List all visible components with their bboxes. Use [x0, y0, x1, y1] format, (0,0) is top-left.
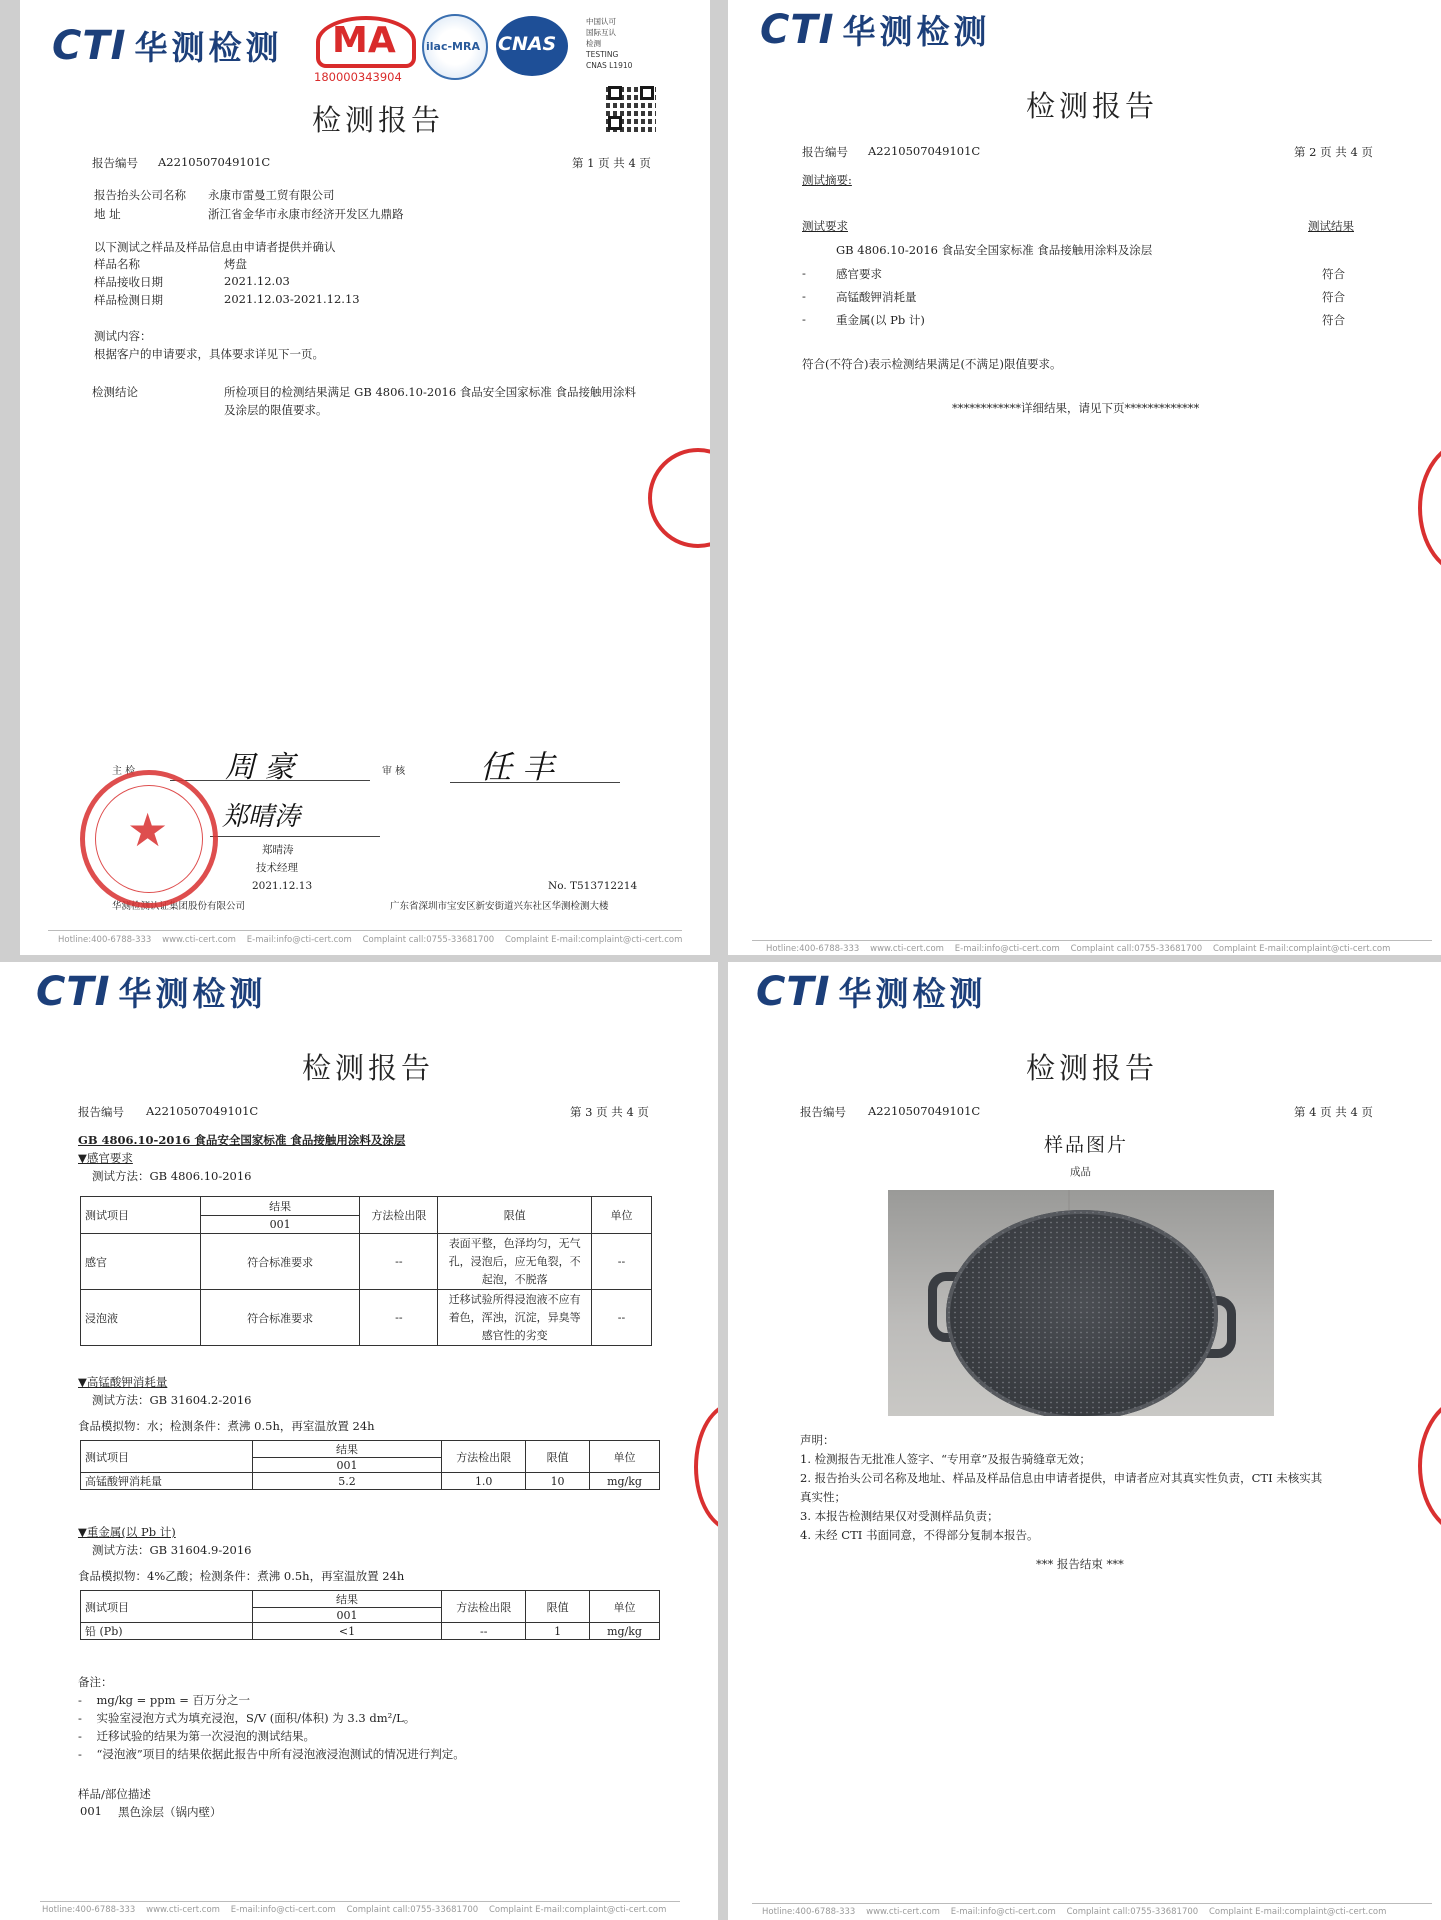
cell-limit: 10 [526, 1473, 590, 1490]
statement-item: 4. 未经 CTI 书面同意，不得部分复制本报告。 [800, 1528, 1039, 1542]
heavy-metal-method: 测试方法：GB 31604.9-2016 [92, 1543, 252, 1557]
cnas-logo [496, 16, 568, 76]
cti-logo-text: CTI [36, 968, 111, 1015]
table-row [81, 1234, 652, 1290]
approver-signature: 郑晴涛 [222, 802, 301, 832]
header-mdl: 方法检出限 [360, 1197, 438, 1234]
sample-intro: 以下测试之样品及样品信息由申请者提供并确认 [94, 240, 336, 254]
test-content-label: 测试内容： [94, 329, 152, 343]
permanganate-table [80, 1440, 660, 1490]
header-sample-id: 001 [252, 1458, 442, 1473]
header-result: 结果 [200, 1197, 360, 1216]
cma-number: 180000343904 [314, 70, 402, 84]
sample-description: 黑色涂层（锅内壁） [118, 1805, 222, 1819]
address-label: 地 址 [94, 207, 121, 221]
permanganate-section-title: ▼高锰酸钾消耗量 [78, 1375, 168, 1389]
cnas-text: CNAS [498, 33, 557, 55]
table-row [81, 1473, 660, 1490]
qr-code [606, 84, 656, 132]
report-title: 检测报告 [302, 1051, 435, 1085]
header-item: 测试项目 [81, 1197, 201, 1234]
cti-logo [760, 6, 991, 53]
cti-logo-chinese: 华测检测 [134, 28, 283, 67]
permanganate-conditions: 食品模拟物：水；检测条件：煮沸 0.5h，再室温放置 24h [78, 1419, 375, 1433]
header-sample-id: 001 [252, 1608, 442, 1623]
receive-date-label: 样品接收日期 [94, 275, 163, 289]
receive-date: 2021.12.03 [224, 274, 290, 288]
company-label: 报告抬头公司名称 [94, 188, 186, 202]
conclusion-line-2: 及涂层的限值要求。 [224, 403, 328, 417]
sensory-section-title: ▼感官要求 [78, 1151, 133, 1165]
page-number: 第 2 页 共 4 页 [1294, 145, 1373, 159]
cell-result: <1 [252, 1623, 442, 1640]
cti-logo-chinese: 华测检测 [118, 974, 267, 1013]
statement-item: 1. 检测报告无批准人签字、“专用章”及报告骑缝章无效； [800, 1452, 1091, 1466]
report-title: 检测报告 [1026, 89, 1159, 123]
grill-pan [946, 1210, 1218, 1416]
conclusion-label: 检测结论 [92, 385, 138, 399]
header-mdl: 方法检出限 [442, 1591, 526, 1623]
company-name: 永康市雷曼工贸有限公司 [208, 188, 335, 202]
cell-mdl: -- [360, 1290, 438, 1346]
statement-item: 3. 本报告检测结果仅对受测样品负责； [800, 1509, 999, 1523]
result-header: 测试结果 [1308, 219, 1354, 233]
test-date: 2021.12.03-2021.12.13 [224, 292, 360, 306]
sensory-method: 测试方法：GB 4806.10-2016 [92, 1169, 252, 1183]
cell-mdl: -- [360, 1234, 438, 1290]
edge-seal [1418, 440, 1441, 576]
permanganate-method: 测试方法：GB 31604.2-2016 [92, 1393, 252, 1407]
standard-title: GB 4806.10-2016 食品安全国家标准 食品接触用涂料及涂层 [78, 1133, 406, 1147]
page-number: 第 3 页 共 4 页 [570, 1105, 649, 1119]
summary-result: 符合 [1322, 313, 1345, 327]
cti-logo [36, 968, 267, 1015]
cell-result: 5.2 [252, 1473, 442, 1490]
report-page-4 [728, 962, 1441, 1920]
requirement-header: 测试要求 [802, 219, 848, 233]
header-result: 结果 [252, 1591, 442, 1608]
header-limit: 限值 [526, 1441, 590, 1473]
cti-logo [756, 968, 987, 1015]
cnas-accreditation-text: 中国认可 国际互认 检测 TESTING CNAS L1910 [586, 17, 633, 70]
sample-name: 烤盘 [224, 257, 247, 271]
sample-photo-caption: 成品 [1070, 1166, 1091, 1178]
report-page-1 [20, 0, 710, 955]
cell-mdl: -- [442, 1623, 526, 1640]
cell-result: 符合标准要求 [200, 1234, 360, 1290]
header-item: 测试项目 [81, 1591, 253, 1623]
statement-item: 真实性； [800, 1490, 846, 1504]
table-row [81, 1290, 652, 1346]
sample-description-id: 001 [80, 1804, 102, 1818]
report-title: 检测报告 [312, 103, 445, 137]
approver-name: 郑晴涛 [262, 844, 294, 856]
summary-item: 感官要求 [836, 267, 882, 281]
cti-logo [52, 22, 283, 69]
cell-unit: mg/kg [590, 1473, 660, 1490]
report-number: A2210507049101C [158, 155, 271, 169]
summary-item: 高锰酸钾消耗量 [836, 290, 917, 304]
test-date-label: 样品检测日期 [94, 293, 163, 307]
inspector-signature: 周 豪 [225, 750, 295, 785]
header-unit: 单位 [590, 1441, 660, 1473]
edge-seal [648, 448, 710, 548]
official-seal [80, 770, 218, 908]
cell-unit: mg/kg [590, 1623, 660, 1640]
cti-logo-text: CTI [52, 22, 127, 69]
report-number: A2210507049101C [146, 1104, 259, 1118]
page-number: 第 1 页 共 4 页 [572, 156, 651, 170]
cti-logo-text: CTI [756, 968, 831, 1015]
report-number: A2210507049101C [868, 1104, 981, 1118]
cma-mark-text: MA [332, 20, 396, 61]
note-item: - “浸泡液”项目的结果依据此报告中所有浸泡液浸泡测试的情况进行判定。 [78, 1747, 465, 1761]
cti-logo-chinese: 华测检测 [838, 974, 987, 1013]
cti-logo-chinese: 华测检测 [842, 12, 991, 51]
header-result: 结果 [252, 1441, 442, 1458]
cell-limit: 表面平整，色泽均匀，无气 孔，浸泡后，应无龟裂，不 起泡，不脱落 [438, 1234, 592, 1290]
footer-contacts: Hotline:400-6788-333 www.cti-cert.com E-mail:info@cti-cert.com Complaint call:0755-33681700 Complaint E-mail:complaint@cti-cert.com [762, 1907, 1387, 1917]
report-number-label: 报告编号 [800, 1105, 846, 1119]
cell-unit: -- [592, 1234, 652, 1290]
conclusion-line-1: 所检项目的检测结果满足 GB 4806.10-2016 食品安全国家标准 食品接触用涂料 [224, 385, 636, 399]
details-on-next-page: ************详细结果，请见下页************* [952, 401, 1200, 415]
compliance-note: 符合(不符合)表示检测结果满足(不满足)限值要求。 [802, 357, 1062, 371]
header-mdl: 方法检出限 [442, 1441, 526, 1473]
sample-photo-title: 样品图片 [1044, 1134, 1129, 1156]
summary-result: 符合 [1322, 267, 1345, 281]
ilac-mra-logo [422, 14, 488, 80]
report-end: *** 报告结束 *** [1036, 1557, 1124, 1571]
cell-result: 符合标准要求 [200, 1290, 360, 1346]
report-title: 检测报告 [1026, 1051, 1159, 1085]
statement-item: 2. 报告抬头公司名称及地址、样品及样品信息由申请者提供，申请者应对其真实性负责，CTI 未核实其 [800, 1471, 1323, 1485]
cell-item: 高锰酸钾消耗量 [81, 1473, 253, 1490]
sign-date: 2021.12.13 [252, 880, 313, 892]
cell-mdl: 1.0 [442, 1473, 526, 1490]
row-dash: - [802, 289, 806, 303]
ilac-mra-text: ilac-MRA [426, 40, 480, 53]
approver-title: 技术经理 [256, 862, 298, 874]
report-number-label: 报告编号 [802, 145, 848, 159]
sample-name-label: 样品名称 [94, 257, 140, 271]
sensory-table [80, 1196, 652, 1346]
footer-contacts: Hotline:400-6788-333 www.cti-cert.com E-mail:info@cti-cert.com Complaint call:0755-33681700 Complaint E-mail:complaint@cti-cert.com [766, 944, 1391, 954]
footer-contacts: Hotline:400-6788-333 www.cti-cert.com E-mail:info@cti-cert.com Complaint call:0755-33681700 Complaint E-mail:complaint@cti-cert.com [42, 1905, 667, 1915]
note-item: - 迁移试验的结果为第一次浸泡的测试结果。 [78, 1729, 316, 1743]
note-item: - mg/kg = ppm = 百万分之一 [78, 1693, 251, 1707]
row-dash: - [802, 266, 806, 280]
reviewer-label: 审 核 [382, 766, 406, 777]
cell-item: 浸泡液 [81, 1290, 201, 1346]
inspector-label: 主 检 [112, 766, 136, 777]
report-page-2 [728, 0, 1441, 955]
report-page-3 [0, 962, 718, 1920]
cell-limit: 迁移试验所得浸泡液不应有 着色，浑浊，沉淀，异臭等 感官性的劣变 [438, 1290, 592, 1346]
cell-item: 感官 [81, 1234, 201, 1290]
summary-item: 重金属(以 Pb 计) [836, 313, 925, 327]
row-dash: - [802, 312, 806, 326]
page-number: 第 4 页 共 4 页 [1294, 1105, 1373, 1119]
report-number-label: 报告编号 [78, 1105, 124, 1119]
seal-star-icon: ★ [127, 803, 169, 857]
cell-limit: 1 [526, 1623, 590, 1640]
sample-description-label: 样品/部位描述 [78, 1787, 151, 1801]
edge-seal [1418, 1396, 1441, 1536]
company-address: 浙江省金华市永康市经济开发区九鼎路 [208, 207, 404, 221]
heavy-metal-section-title: ▼重金属(以 Pb 计) [78, 1525, 176, 1539]
cti-logo-text: CTI [760, 6, 835, 53]
header-sample-id: 001 [200, 1216, 360, 1234]
header-limit: 限值 [526, 1591, 590, 1623]
address-footer: 广东省深圳市宝安区新安街道兴东社区华测检测大楼 [390, 901, 609, 912]
header-item: 测试项目 [81, 1441, 253, 1473]
header-unit: 单位 [590, 1591, 660, 1623]
heavy-metal-table [80, 1590, 660, 1640]
header-limit: 限值 [438, 1197, 592, 1234]
heavy-metal-conditions: 食品模拟物：4%乙酸；检测条件：煮沸 0.5h，再室温放置 24h [78, 1569, 405, 1583]
notes-label: 备注： [78, 1675, 113, 1689]
sample-photo [888, 1190, 1274, 1416]
document-number: No. T513712214 [548, 880, 638, 892]
footer-contacts: Hotline:400-6788-333 www.cti-cert.com E-mail:info@cti-cert.com Complaint call:0755-33681700 Complaint E-mail:complaint@cti-cert.com [58, 935, 683, 945]
header-unit: 单位 [592, 1197, 652, 1234]
statement-label: 声明： [800, 1433, 835, 1447]
cell-item: 铅 (Pb) [81, 1623, 253, 1640]
reviewer-signature: 任 丰 [480, 748, 555, 786]
cell-unit: -- [592, 1290, 652, 1346]
report-number: A2210507049101C [868, 144, 981, 158]
test-summary-label: 测试摘要: [802, 173, 852, 187]
note-item: - 实验室浸泡方式为填充浸泡，S/V (面积/体积) 为 3.3 dm²/L。 [78, 1711, 416, 1725]
company-footer: 华测检测认证集团股份有限公司 [112, 901, 246, 912]
standard-title: GB 4806.10-2016 食品安全国家标准 食品接触用涂料及涂层 [836, 243, 1153, 257]
table-row [81, 1623, 660, 1640]
summary-result: 符合 [1322, 290, 1345, 304]
report-number-label: 报告编号 [92, 156, 138, 170]
cma-mark [314, 14, 420, 86]
test-content: 根据客户的申请要求，具体要求详见下一页。 [94, 347, 324, 361]
edge-seal [694, 1402, 718, 1532]
